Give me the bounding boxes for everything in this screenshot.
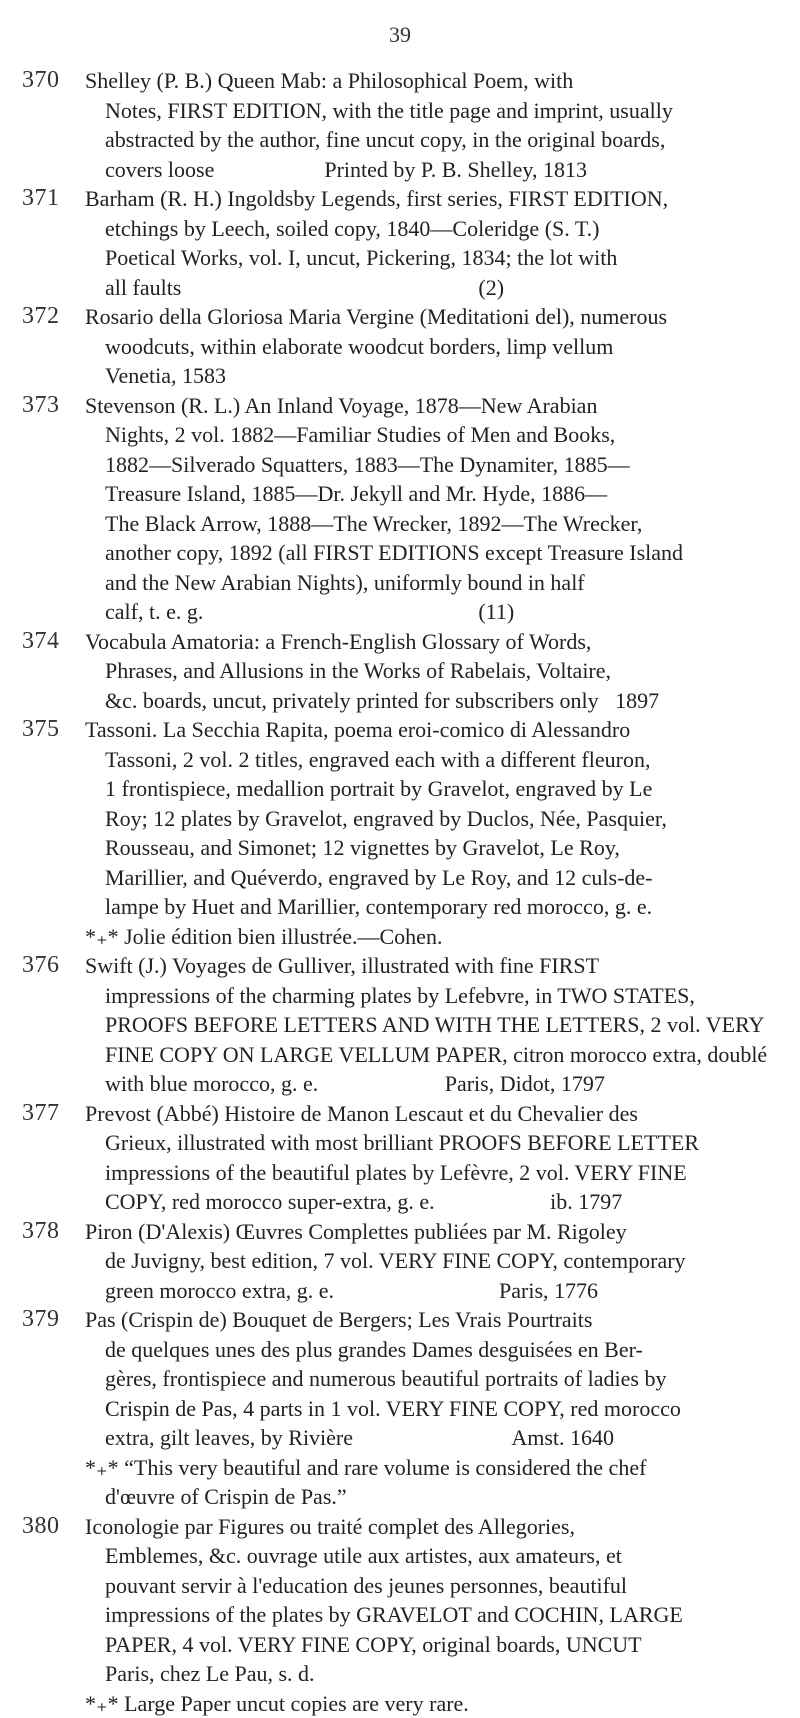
- entry-line: pouvant servir à l'education des jeunes personnes, beautiful: [85, 1571, 775, 1601]
- catalogue-entry: [0, 715, 800, 951]
- entry-line: Roy; 12 plates by Gravelot, engraved by Duclos, Née, Pasquier,: [85, 804, 775, 834]
- entry-line: Iconologie par Figures ou traité complet des Allegories,: [85, 1512, 775, 1542]
- catalogue-entry: [0, 184, 800, 302]
- entry-line: green morocco extra, g. e. Paris, 1776: [85, 1276, 775, 1306]
- catalogue-entry: [0, 302, 800, 391]
- entry-line: *₊* Large Paper uncut copies are very rare.: [85, 1689, 775, 1718]
- entry-description: [85, 391, 775, 627]
- lot-number: 373: [22, 391, 82, 421]
- entry-description: [85, 1305, 775, 1512]
- entry-line: *₊* Jolie édition bien illustrée.—Cohen.: [85, 922, 775, 952]
- entry-line: impressions of the plates by GRAVELOT and COCHIN, LARGE: [85, 1600, 775, 1630]
- lot-number: 376: [22, 951, 82, 981]
- entry-line: impressions of the charming plates by Lefebvre, in TWO STATES,: [85, 981, 775, 1011]
- entry-line: calf, t. e. g. (11): [85, 597, 775, 627]
- entry-line: Rousseau, and Simonet; 12 vignettes by Gravelot, Le Roy,: [85, 833, 775, 863]
- catalogue-entry: [0, 1305, 800, 1512]
- entry-line: Notes, FIRST EDITION, with the title page and imprint, usually: [85, 96, 775, 126]
- lot-number: 378: [22, 1217, 82, 1247]
- entry-line: Treasure Island, 1885—Dr. Jekyll and Mr. Hyde, 1886—: [85, 479, 775, 509]
- entry-line: Vocabula Amatoria: a French-English Glossary of Words,: [85, 627, 775, 657]
- entry-line: de Juvigny, best edition, 7 vol. VERY FINE COPY, contemporary: [85, 1246, 775, 1276]
- entry-line: Stevenson (R. L.) An Inland Voyage, 1878—New Arabian: [85, 391, 775, 421]
- entry-line: &c. boards, uncut, privately printed for subscribers only 1897: [85, 686, 775, 716]
- entry-description: [85, 184, 775, 302]
- entry-line: all faults (2): [85, 273, 775, 303]
- entry-line: Venetia, 1583: [85, 361, 775, 391]
- lot-number: 375: [22, 715, 82, 745]
- catalogue-entry: [0, 1217, 800, 1306]
- catalogue-entries: [0, 66, 800, 1718]
- entry-line: woodcuts, within elaborate woodcut borders, limp vellum: [85, 332, 775, 362]
- catalogue-entry: [0, 1099, 800, 1217]
- entry-line: Piron (D'Alexis) Œuvres Complettes publiées par M. Rigoley: [85, 1217, 775, 1247]
- catalogue-entry: [0, 391, 800, 627]
- entry-line: de quelques unes des plus grandes Dames desguisées en Ber-: [85, 1335, 775, 1365]
- entry-line: 1 frontispiece, medallion portrait by Gravelot, engraved by Le: [85, 774, 775, 804]
- entry-description: [85, 1217, 775, 1306]
- entry-description: [85, 302, 775, 391]
- entry-line: Emblemes, &c. ouvrage utile aux artistes, aux amateurs, et: [85, 1541, 775, 1571]
- lot-number: 379: [22, 1305, 82, 1335]
- entry-line: d'œuvre of Crispin de Pas.”: [85, 1482, 775, 1512]
- entry-line: Shelley (P. B.) Queen Mab: a Philosophical Poem, with: [85, 66, 775, 96]
- entry-description: [85, 715, 775, 951]
- entry-description: [85, 1099, 775, 1217]
- entry-line: 1882—Silverado Squatters, 1883—The Dynamiter, 1885—: [85, 450, 775, 480]
- lot-number: 377: [22, 1099, 82, 1129]
- entry-description: [85, 627, 775, 716]
- entry-line: FINE COPY ON LARGE VELLUM PAPER, citron morocco extra, doublé: [85, 1040, 775, 1070]
- entry-line: Nights, 2 vol. 1882—Familiar Studies of Men and Books,: [85, 420, 775, 450]
- lot-number: 380: [22, 1512, 82, 1542]
- page-number: 39: [0, 22, 800, 48]
- entry-line: COPY, red morocco super-extra, g. e. ib. 1797: [85, 1187, 775, 1217]
- catalogue-entry: [0, 1512, 800, 1718]
- entry-line: Barham (R. H.) Ingoldsby Legends, first series, FIRST EDITION,: [85, 184, 775, 214]
- lot-number: 371: [22, 184, 82, 214]
- entry-line: Phrases, and Allusions in the Works of Rabelais, Voltaire,: [85, 656, 775, 686]
- entry-line: covers loose Printed by P. B. Shelley, 1813: [85, 155, 775, 185]
- entry-line: *₊* “This very beautiful and rare volume is considered the chef: [85, 1453, 775, 1483]
- entry-line: another copy, 1892 (all FIRST EDITIONS except Treasure Island: [85, 538, 775, 568]
- entry-line: PAPER, 4 vol. VERY FINE COPY, original boards, UNCUT: [85, 1630, 775, 1660]
- entry-line: with blue morocco, g. e. Paris, Didot, 1797: [85, 1069, 775, 1099]
- entry-line: Paris, chez Le Pau, s. d.: [85, 1659, 775, 1689]
- entry-line: etchings by Leech, soiled copy, 1840—Coleridge (S. T.): [85, 214, 775, 244]
- entry-line: Marillier, and Quéverdo, engraved by Le Roy, and 12 culs-de-: [85, 863, 775, 893]
- entry-line: The Black Arrow, 1888—The Wrecker, 1892—The Wrecker,: [85, 509, 775, 539]
- lot-number: 374: [22, 627, 82, 657]
- catalogue-entry: [0, 66, 800, 184]
- entry-line: Crispin de Pas, 4 parts in 1 vol. VERY FINE COPY, red morocco: [85, 1394, 775, 1424]
- entry-line: extra, gilt leaves, by Rivière Amst. 1640: [85, 1423, 775, 1453]
- entry-line: Grieux, illustrated with most brilliant PROOFS BEFORE LETTER: [85, 1128, 775, 1158]
- entry-description: [85, 1512, 775, 1718]
- catalogue-entry: [0, 627, 800, 716]
- entry-line: and the New Arabian Nights), uniformly bound in half: [85, 568, 775, 598]
- entry-line: Tassoni, 2 vol. 2 titles, engraved each with a different fleuron,: [85, 745, 775, 775]
- entry-line: impressions of the beautiful plates by Lefèvre, 2 vol. VERY FINE: [85, 1158, 775, 1188]
- entry-line: lampe by Huet and Marillier, contemporary red morocco, g. e.: [85, 892, 775, 922]
- entry-line: PROOFS BEFORE LETTERS AND WITH THE LETTERS, 2 vol. VERY: [85, 1010, 775, 1040]
- entry-line: Rosario della Gloriosa Maria Vergine (Meditationi del), numerous: [85, 302, 775, 332]
- entry-line: Tassoni. La Secchia Rapita, poema eroi-comico di Alessandro: [85, 715, 775, 745]
- entry-line: Prevost (Abbé) Histoire de Manon Lescaut et du Chevalier des: [85, 1099, 775, 1129]
- entry-line: gères, frontispiece and numerous beautiful portraits of ladies by: [85, 1364, 775, 1394]
- lot-number: 372: [22, 302, 82, 332]
- entry-line: abstracted by the author, fine uncut copy, in the original boards,: [85, 125, 775, 155]
- entry-description: [85, 951, 775, 1099]
- catalogue-entry: [0, 951, 800, 1099]
- entry-line: Pas (Crispin de) Bouquet de Bergers; Les Vrais Pourtraits: [85, 1305, 775, 1335]
- entry-description: [85, 66, 775, 184]
- entry-line: Swift (J.) Voyages de Gulliver, illustrated with fine FIRST: [85, 951, 775, 981]
- entry-line: Poetical Works, vol. I, uncut, Pickering, 1834; the lot with: [85, 243, 775, 273]
- lot-number: 370: [22, 66, 82, 96]
